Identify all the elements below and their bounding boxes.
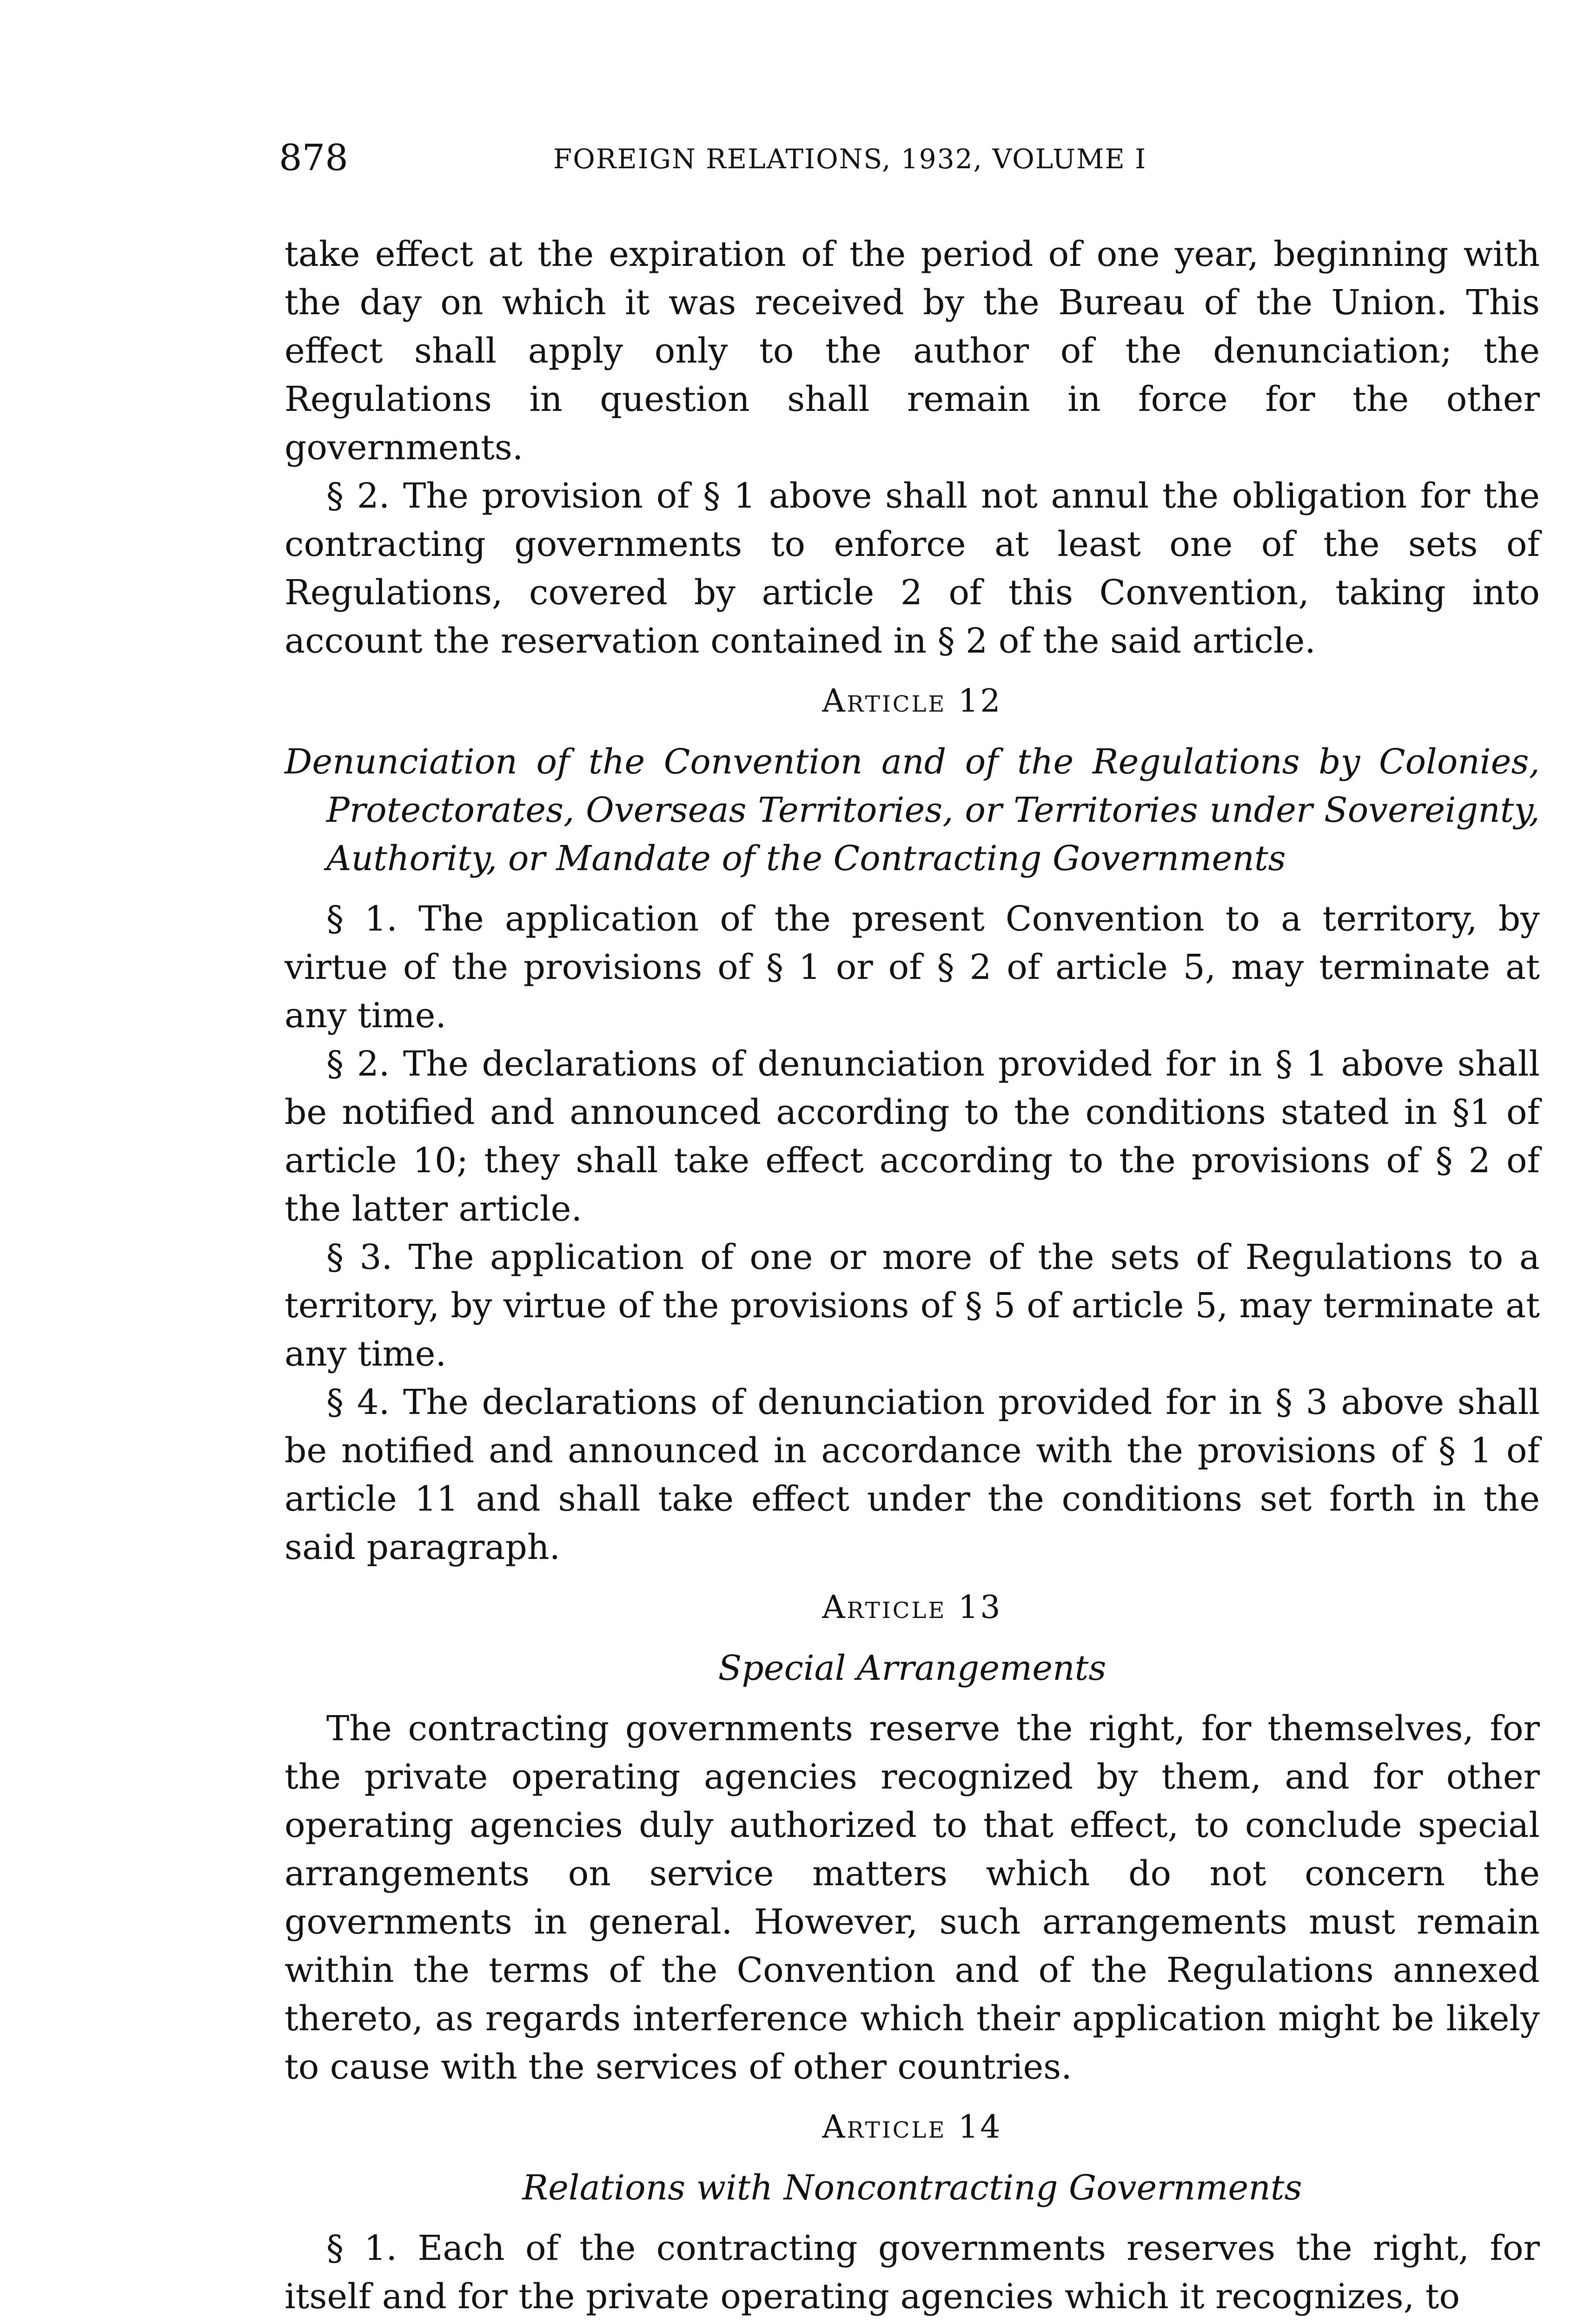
page-header	[279, 135, 1334, 191]
article-12-paragraph-3: § 3. The application of one or more of the sets of Regulations to a territory, by virtue of the provisions of § 5 of article 5, may terminate at any time.	[285, 1237, 1540, 1374]
running-title: FOREIGN RELATIONS, 1932, VOLUME I	[553, 143, 1147, 175]
article-14-heading	[285, 2103, 1540, 2152]
article-14-subtitle: Relations with Noncontracting Governments	[522, 2168, 1302, 2208]
article-12-paragraph-2: § 2. The declarations of denunciation provided for in § 1 above shall be notified and announced according to the conditions stated in §1 of article 10; they shall take effect according to the provisions of § 2 of the latter article.	[285, 1044, 1540, 1229]
article-12-paragraph-4: § 4. The declarations of denunciation provided for in § 3 above shall be notified and announced in accordance with the provisions of § 1 of article 11 and shall take effect under the conditions set forth in the said paragraph.	[285, 1382, 1540, 1567]
article-13-heading-text: Article 13	[822, 1589, 1002, 1626]
paragraph-continuation: take effect at the expiration of the period of one year, beginning with the day on which it was received by the Bureau of the Union. This effect shall apply only to the author of the denunciation; the Regulations in question shall remain in force for the other governments.	[285, 234, 1540, 468]
paragraph-section-2: § 2. The provision of § 1 above shall not annul the obligation for the contracting governments to enforce at least one of the sets of Regulations, covered by article 2 of this Convention, taking into account the reservation contained in § 2 of the said article.	[285, 476, 1540, 661]
article-14-heading-text: Article 14	[822, 2109, 1002, 2146]
article-13-paragraph-1: The contracting governments reserve the right, for themselves, for the private operating agencies recognized by them, and for other operating agencies duly authorized to that effect, to conclude special arrangements on service matters which do not concern the governments in general. However, such arrangements must remain within the terms of the Convention and of the Regulations annexed thereto, as regards interference which their application might be likely to cause with the services of other countries.	[285, 1709, 1540, 2087]
article-14-paragraph-1: § 1. Each of the contracting governments reserves the right, for itself and for the private operating agencies which it recognizes, to	[285, 2228, 1540, 2317]
article-12-heading-text: Article 12	[822, 683, 1002, 720]
article-12-heading	[285, 677, 1540, 726]
article-13-subtitle: Special Arrangements	[718, 1648, 1107, 1688]
article-13-heading	[285, 1584, 1540, 1632]
page-body	[285, 230, 1540, 2321]
article-12-subtitle: Denunciation of the Convention and of the Regulations by Colonies, Protectorates, Overseas Territories, or Territories under Sovereignty, Authority, or Mandate of the Contracting Governments	[285, 742, 1540, 878]
article-12-paragraph-1: § 1. The application of the present Convention to a territory, by virtue of the provisions of § 1 or of § 2 of article 5, may terminate at any time.	[285, 899, 1540, 1036]
page-number: 878	[279, 137, 348, 179]
